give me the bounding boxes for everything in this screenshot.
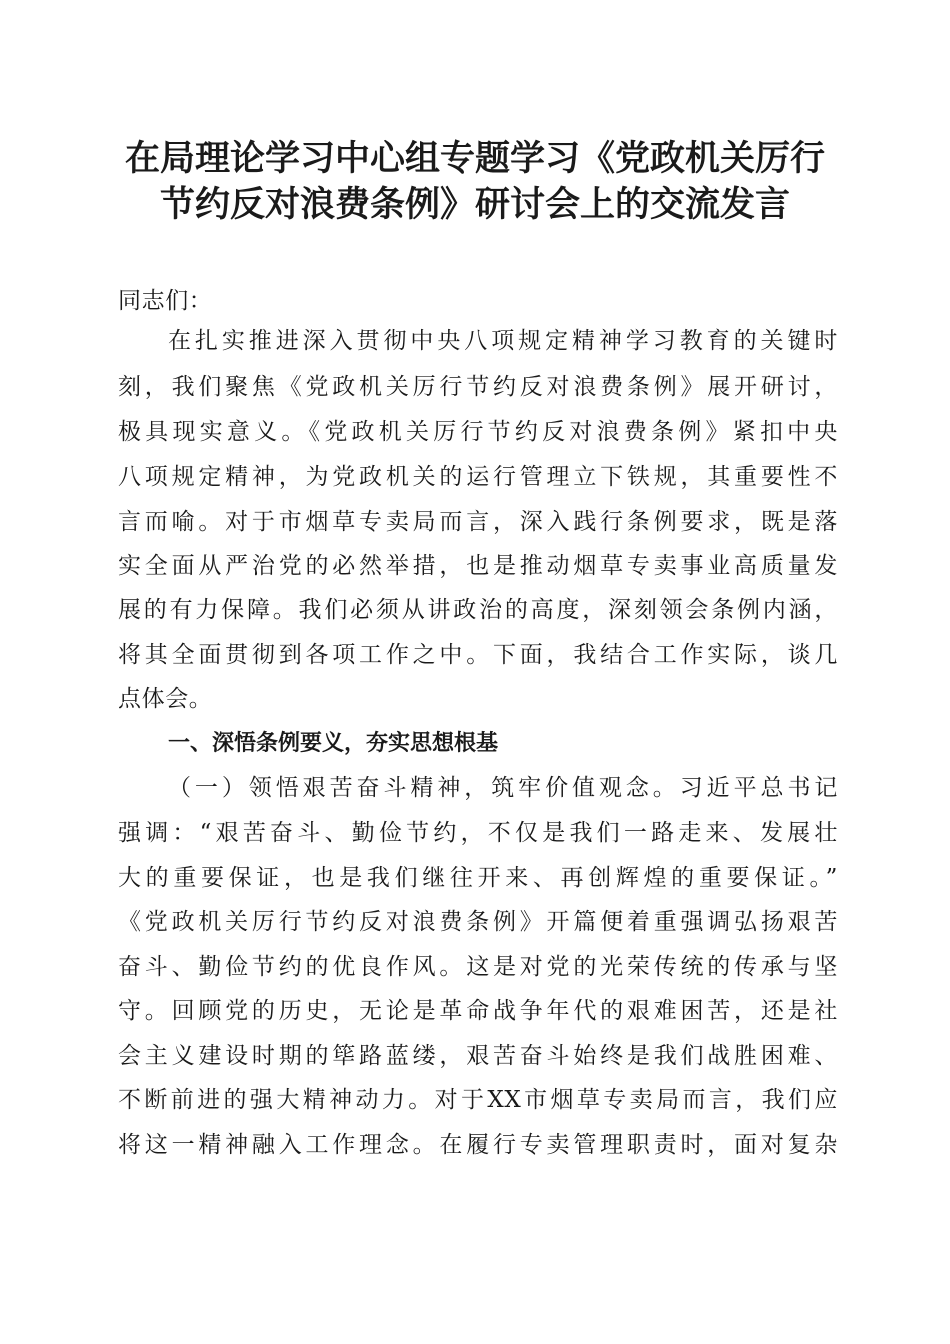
paragraph-2-line: 强调：“艰苦奋斗、勤俭节约，不仅是我们一路走来、发展壮 — [118, 820, 838, 846]
paragraph-2-line: 守。回顾党的历史，无论是革命战争年代的艰难困苦，还是社 — [118, 998, 838, 1024]
paragraph-2-line: 会主义建设时期的筚路蓝缕，艰苦奋斗始终是我们战胜困难、 — [118, 1043, 838, 1069]
paragraph-1-line: 将其全面贯彻到各项工作之中。下面，我结合工作实际，谈几 — [118, 642, 838, 668]
paragraph-1-line: 点体会。 — [118, 686, 213, 712]
paragraph-2-line: 大的重要保证，也是我们继往开来、再创辉煌的重要保证。” — [118, 865, 838, 891]
paragraph-2-line: 将这一精神融入工作理念。在履行专卖管理职责时，面对复杂 — [118, 1132, 838, 1158]
paragraph-2-line: 奋斗、勤俭节约的优良作风。这是对党的光荣传统的传承与坚 — [118, 954, 838, 980]
paragraph-1-line: 八项规定精神，为党政机关的运行管理立下铁规，其重要性不 — [118, 464, 838, 490]
paragraph-1-line: 在扎实推进深入贯彻中央八项规定精神学习教育的关键时 — [168, 328, 838, 354]
paragraph-1-line: 刻，我们聚焦《党政机关厉行节约反对浪费条例》展开研讨， — [118, 374, 838, 400]
salutation: 同志们： — [118, 288, 213, 314]
paragraph-2-line: （一）领悟艰苦奋斗精神，筑牢价值观念。习近平总书记 — [168, 775, 838, 801]
paragraph-2-line: 不断前进的强大精神动力。对于XX市烟草专卖局而言，我们应 — [118, 1087, 838, 1113]
section-heading: 一、深悟条例要义，夯实思想根基 — [168, 731, 499, 756]
paragraph-1-line: 展的有力保障。我们必须从讲政治的高度，深刻领会条例内涵， — [118, 597, 838, 623]
paragraph-2-line: 《党政机关厉行节约反对浪费条例》开篇便着重强调弘扬艰苦 — [118, 909, 838, 935]
document-title-line-2: 节约反对浪费条例》研讨会上的交流发言 — [159, 184, 790, 225]
paragraph-1-line: 言而喻。对于市烟草专卖局而言，深入践行条例要求，既是落 — [118, 509, 838, 535]
document-title-line-1: 在局理论学习中心组专题学习《党政机关厉行 — [124, 138, 825, 179]
paragraph-1-line: 极具现实意义。《党政机关厉行节约反对浪费条例》紧扣中央 — [118, 419, 838, 445]
paragraph-1-line: 实全面从严治党的必然举措，也是推动烟草专卖事业高质量发 — [118, 553, 838, 579]
